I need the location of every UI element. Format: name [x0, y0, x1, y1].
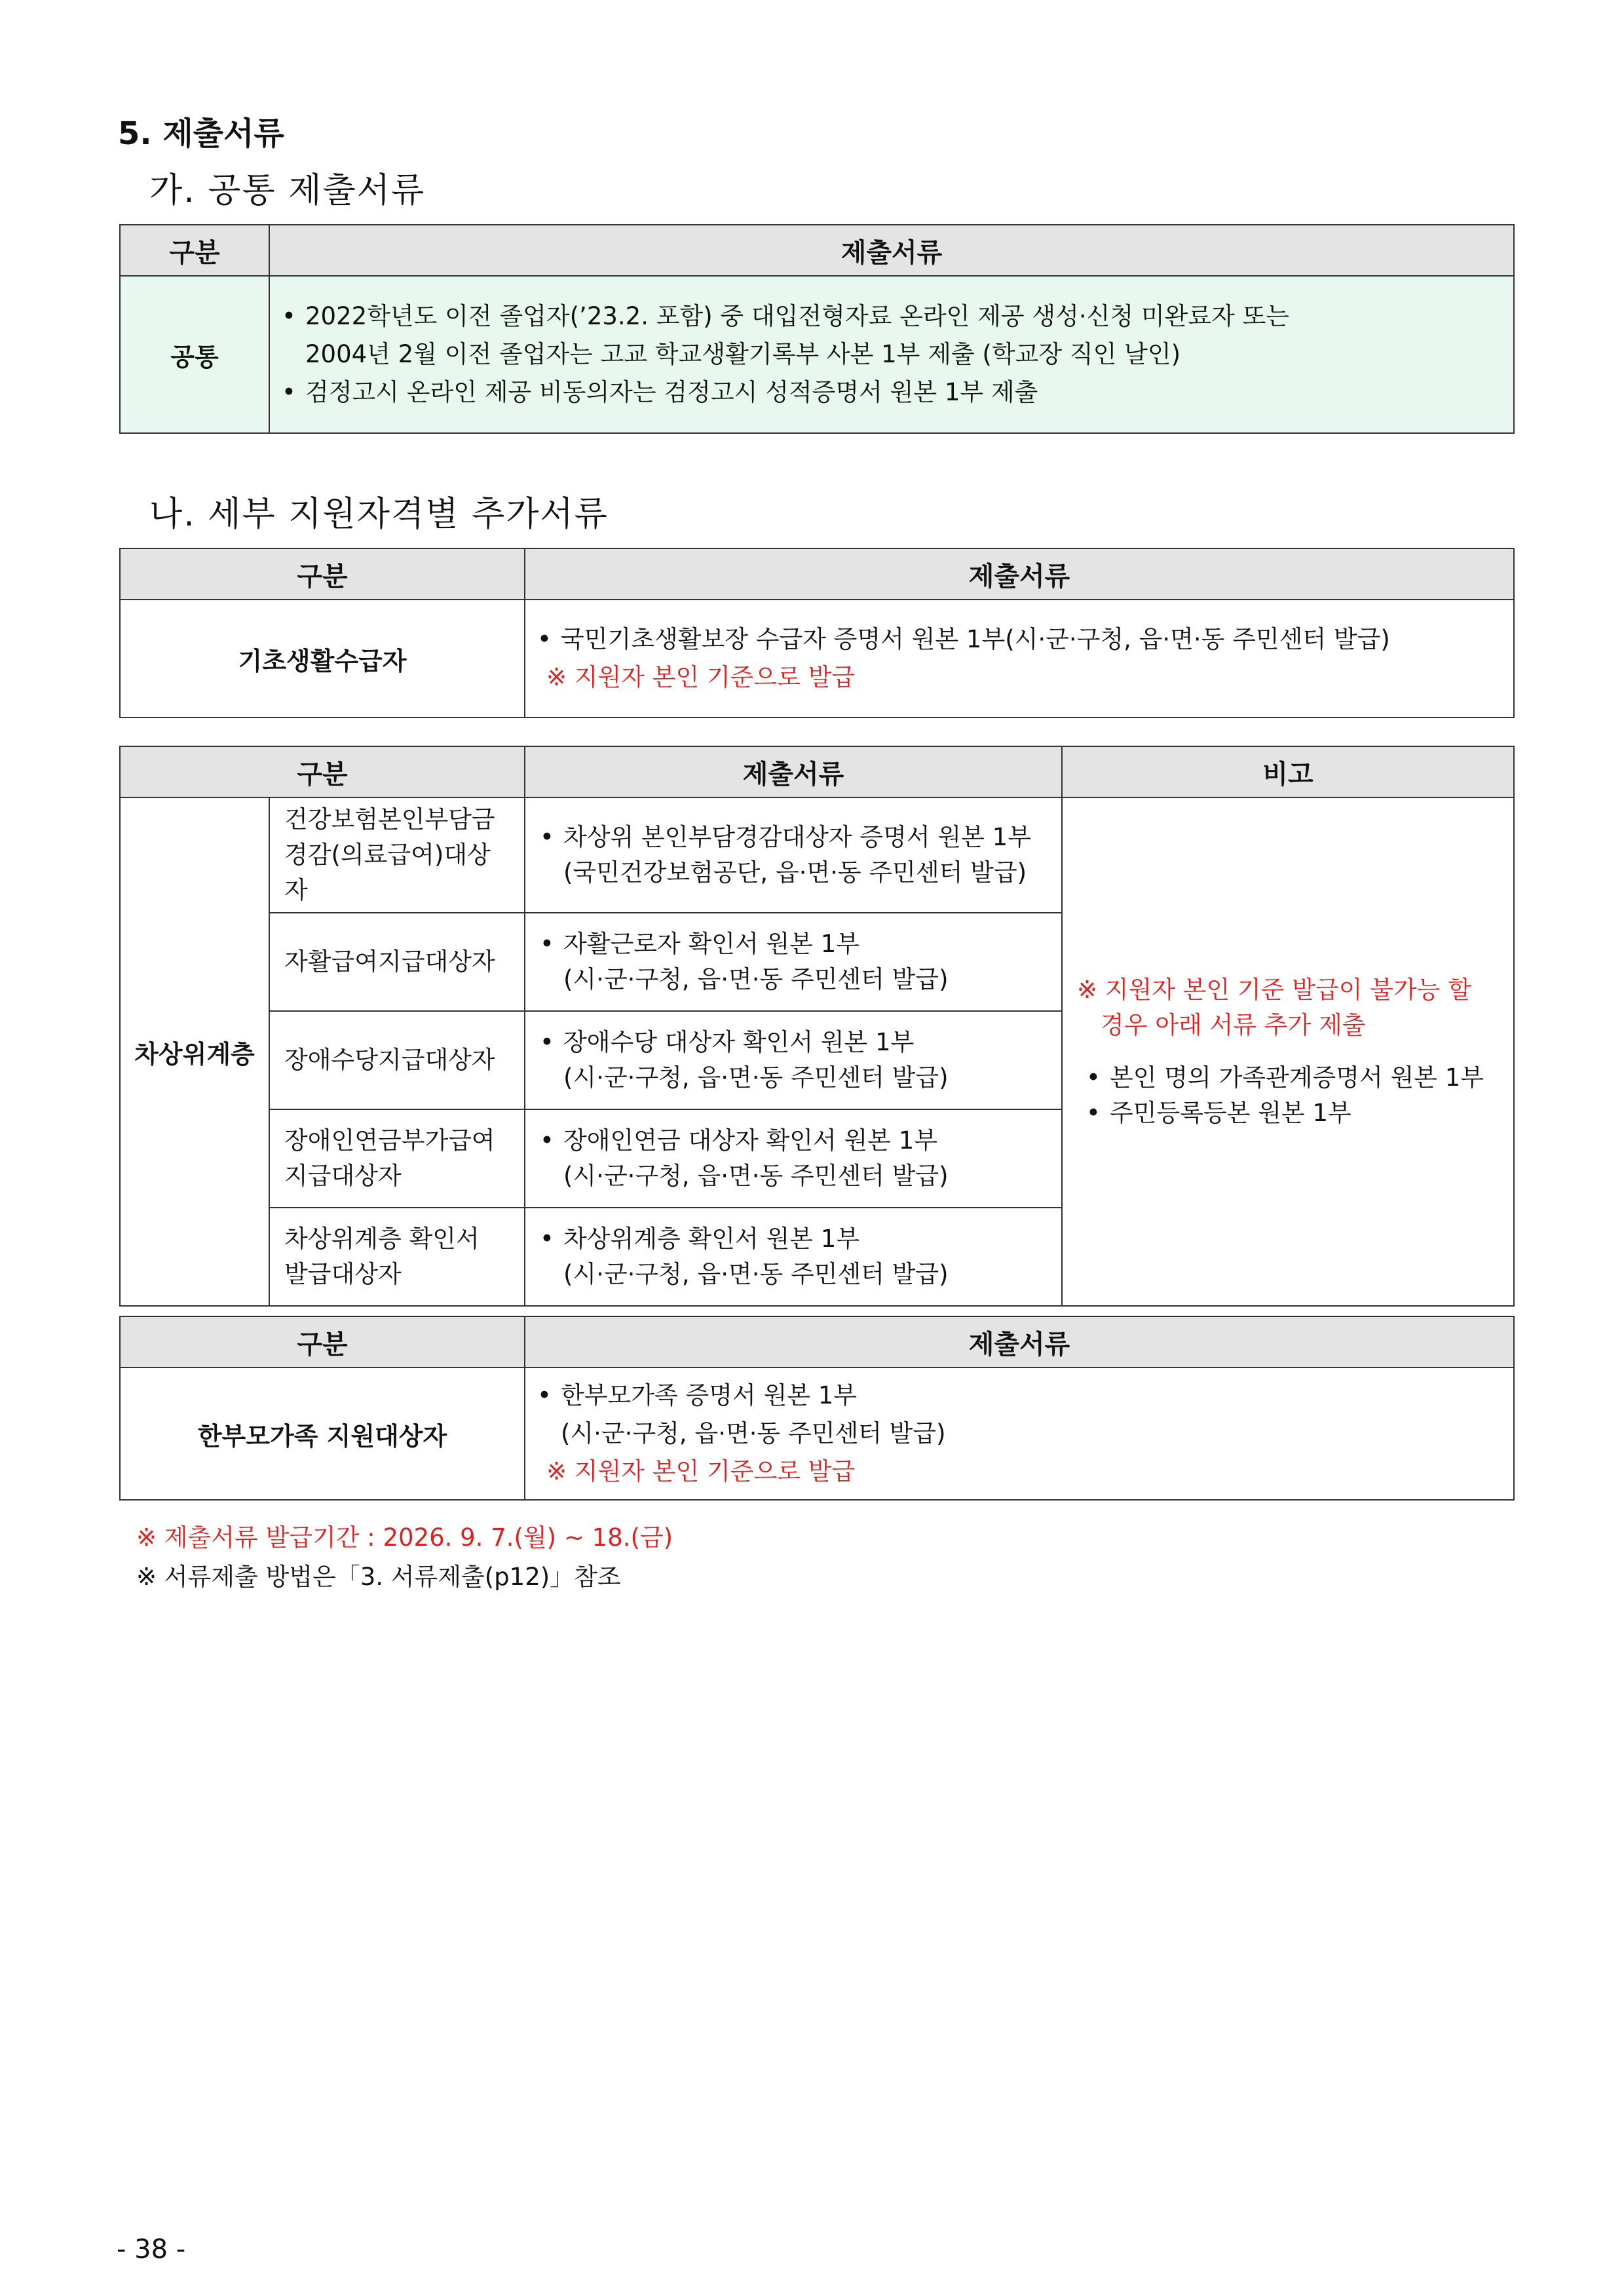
footnote-issue-period: ※ 제출서류 발급기간 : 2026. 9. 7.(월) ~ 18.(금) [136, 1523, 673, 1552]
subcategory-cell [269, 913, 525, 1011]
common-item-1: 2022학년도 이전 졸업자(’23.2. 포함) 중 대입전형자료 온라인 제공 생성·신청 미완료자 또는 [305, 302, 1290, 330]
doc-cell [525, 1208, 1062, 1306]
basic-livelihood-docs [525, 600, 1514, 718]
subcategory-line: 지급대상자 [284, 1162, 402, 1190]
header-docs: 제출서류 [525, 548, 1514, 600]
subcategory-line: 자활급여지급대상자 [284, 947, 495, 976]
doc-cell [525, 1109, 1062, 1208]
bullet: • [540, 1225, 554, 1253]
doc-line: 자활근로자 확인서 원본 1부 [563, 930, 859, 958]
single-parent-note: ※ 지원자 본인 기준으로 발급 [546, 1457, 856, 1485]
basic-livelihood-note: ※ 지원자 본인 기준으로 발급 [546, 663, 856, 691]
bullet: • [537, 1381, 552, 1409]
bullet: • [540, 930, 554, 958]
category-common: 공통 [120, 276, 269, 433]
header-category: 구분 [120, 1316, 525, 1368]
near-poverty-table [119, 746, 1515, 1307]
doc-cell [525, 1011, 1062, 1109]
subcategory-line: 발급대상자 [284, 1260, 402, 1288]
common-item-2: 검정고시 온라인 제공 비동의자는 검정고시 성적증명서 원본 1부 제출 [305, 378, 1038, 406]
header-docs: 제출서류 [269, 225, 1514, 276]
subcategory-line: 장애인연금부가급여 [284, 1126, 495, 1155]
single-parent-docs [525, 1368, 1514, 1500]
category-single-parent: 한부모가족 지원대상자 [120, 1368, 525, 1500]
header-docs: 제출서류 [525, 1316, 1514, 1368]
subcategory-line: 건강보험본인부담금 [284, 805, 495, 833]
subcategory-cell [269, 1011, 525, 1109]
header-category: 구분 [120, 225, 269, 276]
doc-issuer: (시·군·구청, 읍·면·동 주민센터 발급) [563, 1063, 949, 1092]
subcategory-cell [269, 797, 525, 913]
single-parent-item: 한부모가족 증명서 원본 1부 [561, 1381, 857, 1409]
additional-docs-title: 나. 세부 지원자격별 추가서류 [149, 495, 609, 534]
single-parent-table [119, 1316, 1515, 1501]
basic-livelihood-table [119, 548, 1515, 718]
bullet: • [1086, 1063, 1101, 1092]
doc-issuer: (시·군·구청, 읍·면·동 주민센터 발급) [563, 965, 949, 993]
header-category: 구분 [120, 746, 525, 797]
common-docs-title: 가. 공통 제출서류 [149, 171, 426, 210]
bullet: • [282, 302, 296, 330]
bullet: • [537, 625, 552, 653]
note-item: 주민등록등본 원본 1부 [1110, 1099, 1351, 1127]
subcategory-cell [269, 1208, 525, 1306]
common-item-1-cont: 2004년 2월 이전 졸업자는 고교 학교생활기록부 사본 1부 제출 (학교장 직인 날인) [305, 340, 1181, 368]
doc-line: 차상위 본인부담경감대상자 증명서 원본 1부 [563, 823, 1031, 851]
doc-issuer: (국민건강보험공단, 읍·면·동 주민센터 발급) [563, 858, 1027, 887]
doc-line: 장애수당 대상자 확인서 원본 1부 [563, 1028, 915, 1056]
subcategory-line: 장애수당지급대상자 [284, 1046, 495, 1074]
common-docs-cell [269, 276, 1514, 433]
doc-issuer: (시·군·구청, 읍·면·동 주민센터 발급) [563, 1162, 949, 1190]
note-line: ※ 지원자 본인 기준 발급이 불가능 할 [1077, 976, 1471, 1004]
subcategory-cell [269, 1109, 525, 1208]
single-parent-issuer: (시·군·구청, 읍·면·동 주민센터 발급) [561, 1419, 946, 1447]
subcategory-line: 경감(의료급여)대상자 [284, 841, 491, 904]
bullet: • [540, 1028, 554, 1056]
bullet: • [1086, 1099, 1101, 1127]
doc-cell [525, 797, 1062, 913]
category-near-poverty: 차상위계층 [120, 797, 269, 1306]
doc-line: 차상위계층 확인서 원본 1부 [563, 1225, 859, 1253]
note-item: 본인 명의 가족관계증명서 원본 1부 [1110, 1063, 1484, 1092]
page-number: - 38 - [117, 2234, 186, 2265]
note-line: 경우 아래 서류 추가 제출 [1101, 1011, 1366, 1039]
bullet: • [540, 1126, 554, 1155]
common-docs-table [119, 224, 1515, 434]
subcategory-line: 차상위계층 확인서 [284, 1225, 480, 1253]
section-title: 5. 제출서류 [118, 115, 284, 152]
doc-cell [525, 913, 1062, 1011]
category-basic-livelihood: 기초생활수급자 [120, 600, 525, 718]
doc-line: 장애인연금 대상자 확인서 원본 1부 [563, 1126, 937, 1155]
bullet: • [282, 378, 296, 406]
bullet: • [540, 823, 554, 851]
doc-issuer: (시·군·구청, 읍·면·동 주민센터 발급) [563, 1260, 949, 1288]
basic-livelihood-item: 국민기초생활보장 수급자 증명서 원본 1부(시·군·구청, 읍·면·동 주민센터 발급) [561, 625, 1390, 653]
near-poverty-note [1062, 797, 1514, 1306]
header-category: 구분 [120, 548, 525, 600]
header-note: 비고 [1062, 746, 1514, 797]
footnote-submission-method: ※ 서류제출 방법은「3. 서류제출(p12)」참조 [136, 1563, 621, 1591]
header-docs: 제출서류 [525, 746, 1062, 797]
